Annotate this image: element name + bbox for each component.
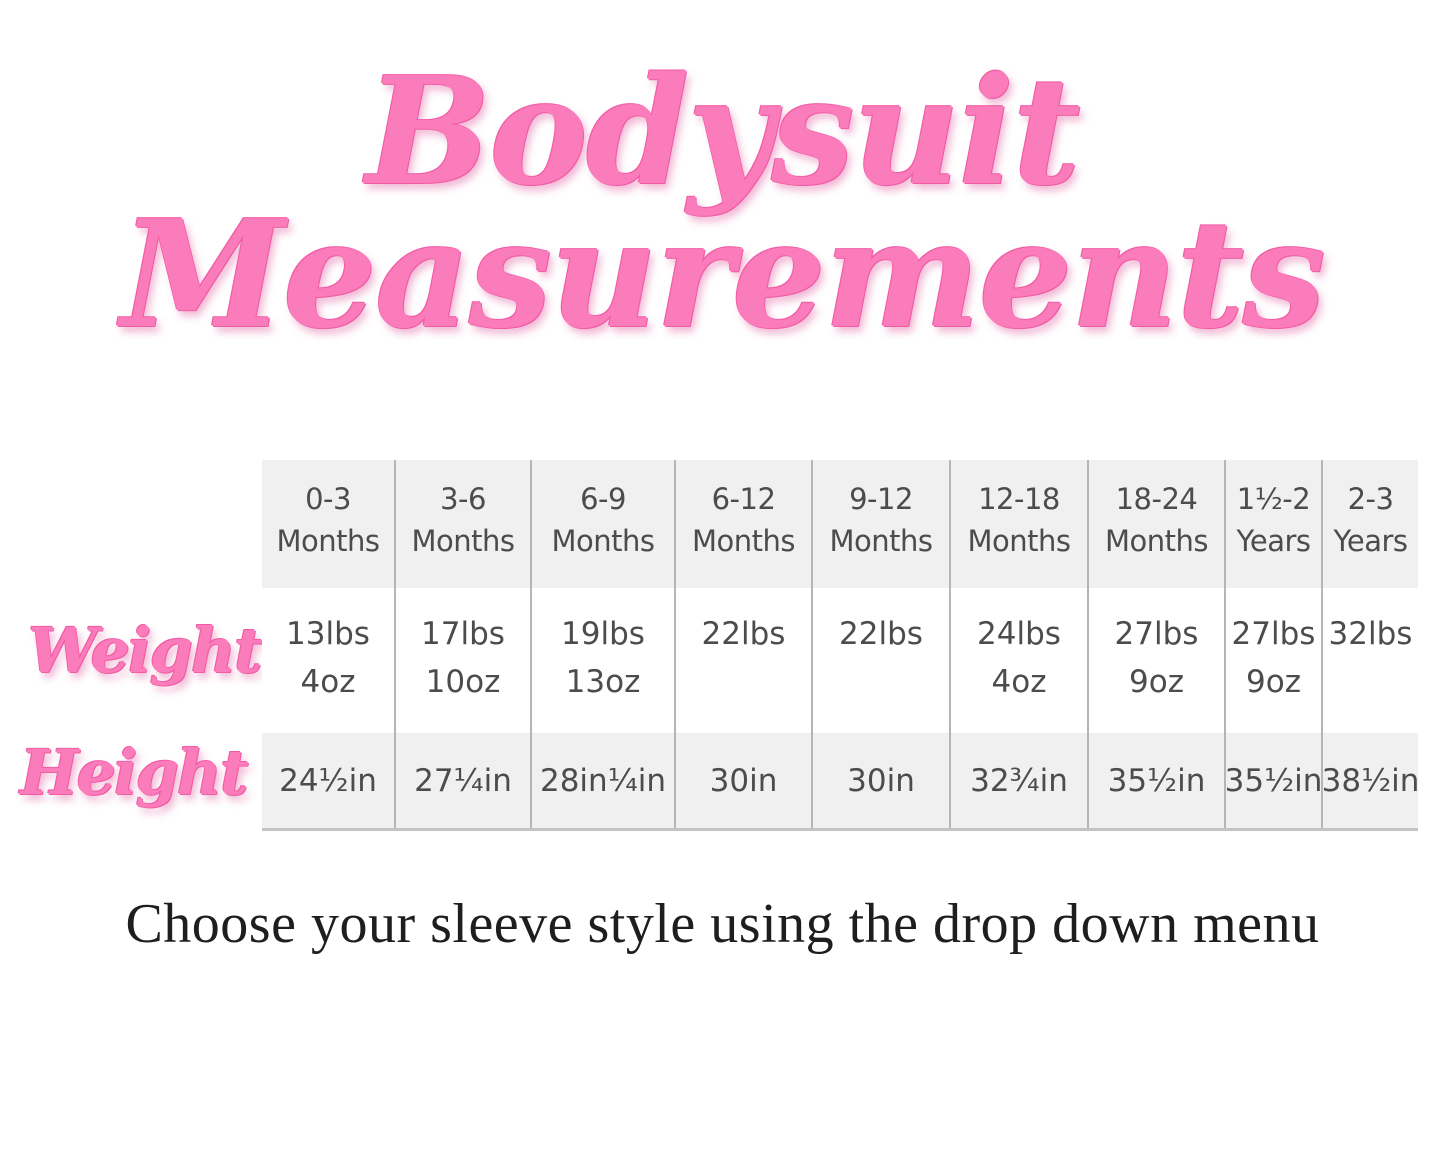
age-range: 2-3 [1347, 482, 1394, 516]
height-cell [1323, 733, 1418, 828]
size-column-9-12-months [811, 460, 949, 828]
weight-cell [1089, 588, 1224, 733]
height-cell [951, 733, 1087, 828]
weight-lbs: 13lbs [286, 616, 370, 652]
height-value: 27¼in [414, 762, 512, 799]
age-unit: Years [1333, 524, 1408, 558]
weight-oz: 4oz [300, 664, 356, 700]
size-column-12-18-months [949, 460, 1087, 828]
age-unit: Months [276, 524, 380, 558]
weight-cell [396, 588, 530, 733]
row-label-weight: Weight [28, 614, 261, 687]
age-unit: Months [691, 524, 795, 558]
age-range: 6-12 [711, 482, 776, 516]
weight-oz: 4oz [991, 664, 1047, 700]
weight-oz: 10oz [425, 664, 501, 700]
column-header [396, 460, 530, 588]
weight-lbs: 27lbs [1114, 616, 1199, 652]
size-column-6-9-months [530, 460, 674, 828]
weight-lbs: 22lbs [839, 616, 923, 652]
age-range: 3-6 [440, 482, 486, 516]
age-range: 9-12 [849, 482, 913, 516]
height-value: 38½in [1321, 762, 1420, 799]
size-column-6-12-months [674, 460, 811, 828]
size-column-2-3-years [1321, 460, 1418, 828]
height-value: 24½in [279, 762, 377, 799]
age-range: 0-3 [305, 482, 351, 516]
weight-lbs: 32lbs [1328, 616, 1413, 652]
weight-oz: 13oz [565, 664, 641, 700]
weight-lbs: 22lbs [701, 616, 786, 652]
weight-lbs: 19lbs [561, 616, 645, 652]
size-column-3-6-months [394, 460, 530, 828]
column-header [1323, 460, 1418, 588]
height-cell [532, 733, 674, 828]
column-header [1226, 460, 1321, 588]
weight-lbs: 17lbs [421, 616, 505, 652]
age-unit: Months [829, 524, 933, 558]
height-value: 30in [847, 762, 915, 799]
age-range: 1½-2 [1236, 482, 1311, 516]
column-header [262, 460, 394, 588]
age-unit: Months [551, 524, 655, 558]
weight-cell [951, 588, 1087, 733]
height-value: 30in [709, 762, 778, 799]
weight-cell [1226, 588, 1321, 733]
age-range: 6-9 [580, 482, 626, 516]
age-unit: Months [1104, 524, 1208, 558]
height-cell [813, 733, 949, 828]
age-range: 18-24 [1115, 482, 1198, 516]
weight-oz: 9oz [1246, 664, 1301, 700]
weight-lbs: 24lbs [977, 616, 1061, 652]
height-cell [676, 733, 811, 828]
weight-lbs: 27lbs [1231, 616, 1316, 652]
height-cell [262, 733, 394, 828]
weight-cell [813, 588, 949, 733]
title-line-bodysuit: Bodysuit [366, 44, 1079, 218]
age-unit: Months [411, 524, 515, 558]
weight-cell [262, 588, 394, 733]
column-header [532, 460, 674, 588]
column-header [951, 460, 1087, 588]
column-header [1089, 460, 1224, 588]
weight-cell [1323, 588, 1418, 733]
height-value: 28in¼in [539, 762, 666, 799]
sleeve-style-instruction: Choose your sleeve style using the drop down menu [125, 893, 1320, 955]
weight-cell [532, 588, 674, 733]
size-chart-table [262, 460, 1418, 831]
height-cell [396, 733, 530, 828]
weight-cell [676, 588, 811, 733]
column-header [676, 460, 811, 588]
page-title [0, 44, 1445, 361]
age-unit: Years [1236, 524, 1311, 558]
height-value: 32¾in [970, 762, 1068, 799]
height-value: 35½in [1107, 762, 1206, 799]
weight-oz: 9oz [1129, 664, 1184, 700]
height-cell [1226, 733, 1321, 828]
age-unit: Months [967, 524, 1071, 558]
height-cell [1089, 733, 1224, 828]
title-line-measurements: Measurements [121, 186, 1324, 361]
size-column-18-24-months [1087, 460, 1224, 828]
size-column-0-3-months [262, 460, 394, 828]
row-label-height: Height [20, 736, 247, 809]
height-value: 35½in [1224, 762, 1323, 799]
column-header [813, 460, 949, 588]
size-column-1half-2-years [1224, 460, 1321, 828]
age-range: 12-18 [978, 482, 1060, 516]
